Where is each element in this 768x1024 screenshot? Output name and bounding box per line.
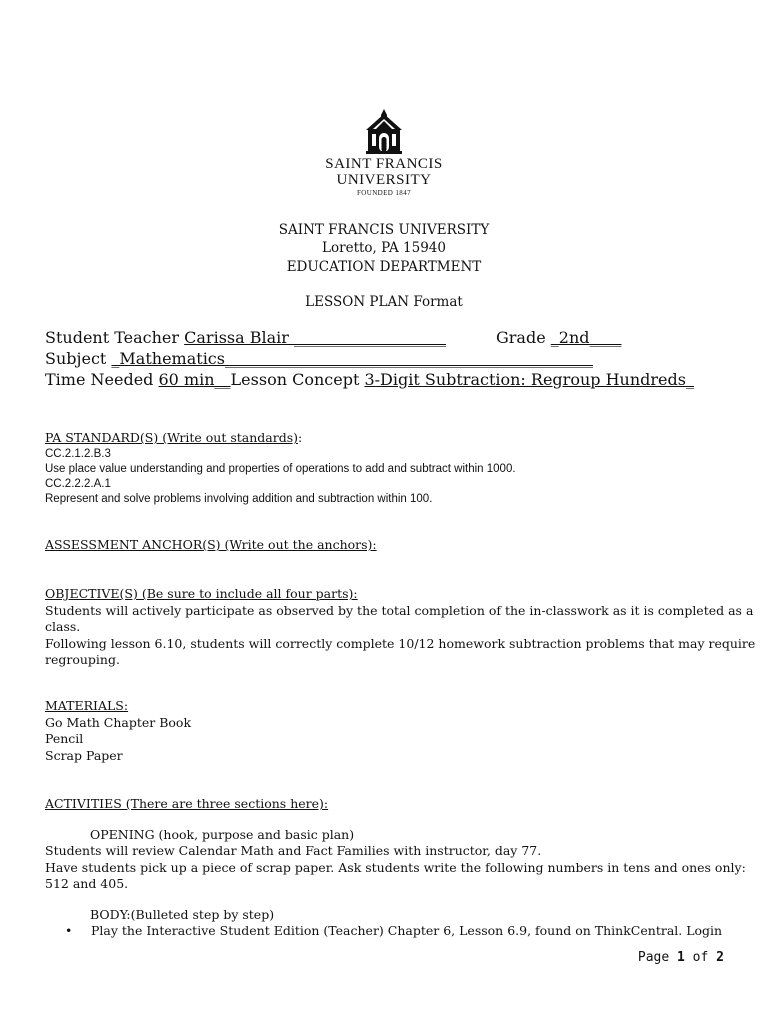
page-of-label: of [684, 950, 717, 965]
student-teacher-label: Student Teacher [45, 328, 185, 347]
anchors-section [45, 537, 735, 554]
subject-label: Subject [45, 349, 112, 368]
body-label: BODY:(Bulleted step by step) [90, 906, 275, 922]
material-item: Pencil [45, 731, 84, 746]
time-concept-line [45, 369, 694, 390]
standards-section [45, 430, 735, 507]
body-item [45, 923, 735, 940]
page-number [638, 950, 724, 965]
standards-heading-colon: : [298, 430, 303, 445]
standard-line: CC.2.1.2.B.3 [45, 447, 111, 460]
materials-heading: MATERIALS: [45, 698, 129, 713]
opening-label: OPENING (hook, purpose and basic plan) [90, 826, 355, 842]
logo-line-1: SAINT FRANCIS [325, 156, 443, 172]
page-total: 2 [716, 950, 724, 965]
opening-line: Have students pick up a piece of scrap paper. Ask students write the following numbers in tens and ones only: [45, 859, 746, 875]
bullet-icon: • [65, 923, 73, 938]
subject-line [45, 348, 593, 369]
concept-label: Lesson Concept [230, 370, 365, 389]
standard-line: Use place value understanding and properties of operations to add and subtract within 1000. [45, 462, 516, 475]
objective-line: Students will actively participate as observed by the total completion of the in-classwork as it is completed as a [45, 602, 754, 618]
opening-line: 512 and 405. [45, 876, 129, 891]
objective-line: Following lesson 6.10, students will correctly complete 10/12 homework subtraction problems that may require [45, 635, 756, 651]
form-title: LESSON PLAN Format [305, 294, 463, 310]
anchors-heading: ASSESSMENT ANCHOR(S) (Write out the anchors): [45, 537, 377, 552]
time-value: 60 min__ [158, 370, 231, 389]
institution-name: SAINT FRANCIS UNIVERSITY [278, 222, 490, 238]
material-item: Go Math Chapter Book [45, 714, 192, 730]
department-name: EDUCATION DEPARTMENT [286, 259, 482, 275]
institution-location: Loretto, PA 15940 [322, 240, 446, 256]
materials-section [45, 698, 735, 764]
chapel-logo-icon [364, 108, 404, 154]
grade-line [496, 327, 622, 348]
logo-line-3: FOUNDED 1847 [357, 189, 411, 197]
activities-section [45, 796, 746, 940]
university-logo [322, 108, 446, 198]
time-label: Time Needed [45, 370, 159, 389]
page-label: Page [637, 950, 678, 965]
objectives-heading: OBJECTIVE(S) (Be sure to include all four parts): [45, 586, 358, 601]
standard-line: CC.2.2.2.A.1 [45, 477, 111, 490]
objectives-section [45, 586, 756, 669]
concept-value: 3-Digit Subtraction: Regroup Hundreds_ [364, 370, 694, 389]
objective-line: regrouping. [45, 652, 120, 667]
standard-line: Represent and solve problems involving addition and subtraction within 100. [45, 492, 433, 505]
objective-line: class. [45, 619, 81, 634]
grade-value: _2nd____ [550, 328, 622, 347]
page-current: 1 [677, 950, 685, 965]
grade-label: Grade [496, 328, 551, 347]
subject-value: _Mathematics______________________________________________ [111, 349, 593, 368]
standards-heading-line [45, 430, 735, 447]
activities-heading: ACTIVITIES (There are three sections here): [45, 796, 329, 811]
body-item-text: Play the Interactive Student Edition (Teacher) Chapter 6, Lesson 6.9, found on ThinkCentral. Login [91, 923, 723, 938]
logo-line-2: UNIVERSITY [336, 172, 432, 188]
student-teacher-line [45, 327, 446, 348]
material-item: Scrap Paper [45, 747, 123, 763]
standards-heading: PA STANDARD(S) (Write out standards) [45, 430, 298, 445]
opening-line: Students will review Calendar Math and Fact Families with instructor, day 77. [45, 843, 542, 858]
student-teacher-value: Carissa Blair ___________________ [184, 328, 446, 347]
